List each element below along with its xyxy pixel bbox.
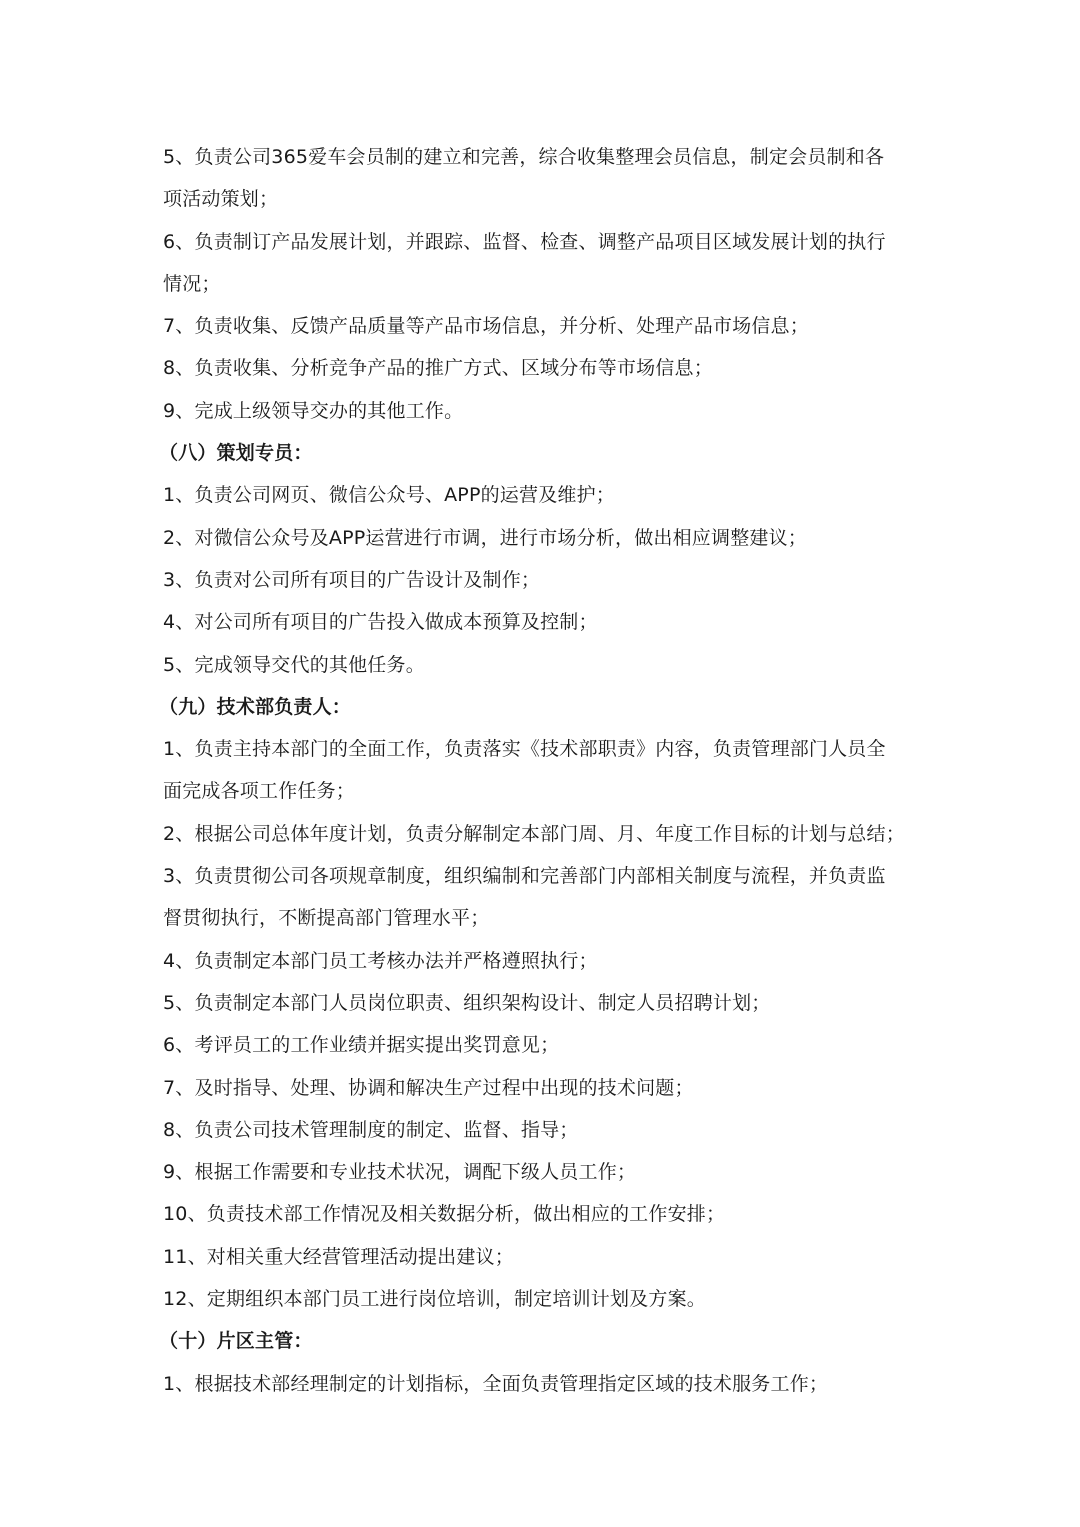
paragraph-line: 5、负责公司365爱车会员制的建立和完善，综合收集整理会员信息，制定会员制和各 [163,146,885,168]
paragraph-line: 9、根据工作需要和专业技术状况，调配下级人员工作； [163,1161,637,1184]
paragraph-line: 7、负责收集、反馈产品质量等产品市场信息，并分析、处理产品市场信息； [163,315,809,338]
paragraph-line: 3、负责对公司所有项目的广告设计及制作； [163,568,541,591]
section-heading: （八）策划专员： [159,442,313,465]
paragraph-line: 9、完成上级领导交办的其他工作。 [163,399,464,422]
paragraph-line: 情况； [163,272,221,295]
section-heading: （九）技术部负责人： [159,695,352,718]
paragraph-line: 7、及时指导、处理、协调和解决生产过程中出现的技术问题； [163,1076,694,1099]
paragraph-line: 1、负责主持本部门的全面工作，负责落实《技术部职责》内容，负责管理部门人员全 [163,738,886,761]
paragraph-line: 4、对公司所有项目的广告投入做成本预算及控制； [163,611,598,634]
paragraph-line: 6、负责制订产品发展计划，并跟踪、监督、检查、调整产品项目区域发展计划的执行 [163,230,886,253]
document-body [159,136,923,1405]
paragraph-line: 面完成各项工作任务； [163,780,356,803]
paragraph-line: 2、对微信公众号及APP运营进行市调，进行市场分析，做出相应调整建议； [163,526,808,549]
paragraph-line: 11、对相关重大经营管理活动提出建议； [163,1245,514,1268]
paragraph-line: 8、负责收集、分析竞争产品的推广方式、区域分布等市场信息； [163,357,713,380]
paragraph-line: 8、负责公司技术管理制度的制定、监督、指导； [163,1118,579,1141]
section-heading: （十）片区主管： [159,1330,313,1353]
paragraph-line: 3、负责贯彻公司各项规章制度，组织编制和完善部门内部相关制度与流程，并负责监 [163,865,886,888]
paragraph-line: 10、负责技术部工作情况及相关数据分析，做出相应的工作安排； [163,1203,726,1226]
paragraph-line: 项活动策划； [163,188,279,211]
paragraph-line: 4、负责制定本部门员工考核办法并严格遵照执行； [163,949,598,972]
paragraph-line: 5、完成领导交代的其他任务。 [163,653,425,676]
paragraph-line: 12、定期组织本部门员工进行岗位培训，制定培训计划及方案。 [163,1288,706,1311]
paragraph-line: 5、负责制定本部门人员岗位职责、组织架构设计、制定人员招聘计划； [163,991,771,1014]
paragraph-line: 6、考评员工的工作业绩并据实提出奖罚意见； [163,1034,560,1057]
paragraph-line: 1、负责公司网页、微信公众号、APP的运营及维护； [163,484,616,507]
paragraph-line: 1、根据技术部经理制定的计划指标，全面负责管理指定区域的技术服务工作； [163,1372,829,1395]
paragraph-line: 督贯彻执行，不断提高部门管理水平； [163,907,490,930]
paragraph-line: 2、根据公司总体年度计划，负责分解制定本部门周、月、年度工作目标的计划与总结； [163,822,905,845]
